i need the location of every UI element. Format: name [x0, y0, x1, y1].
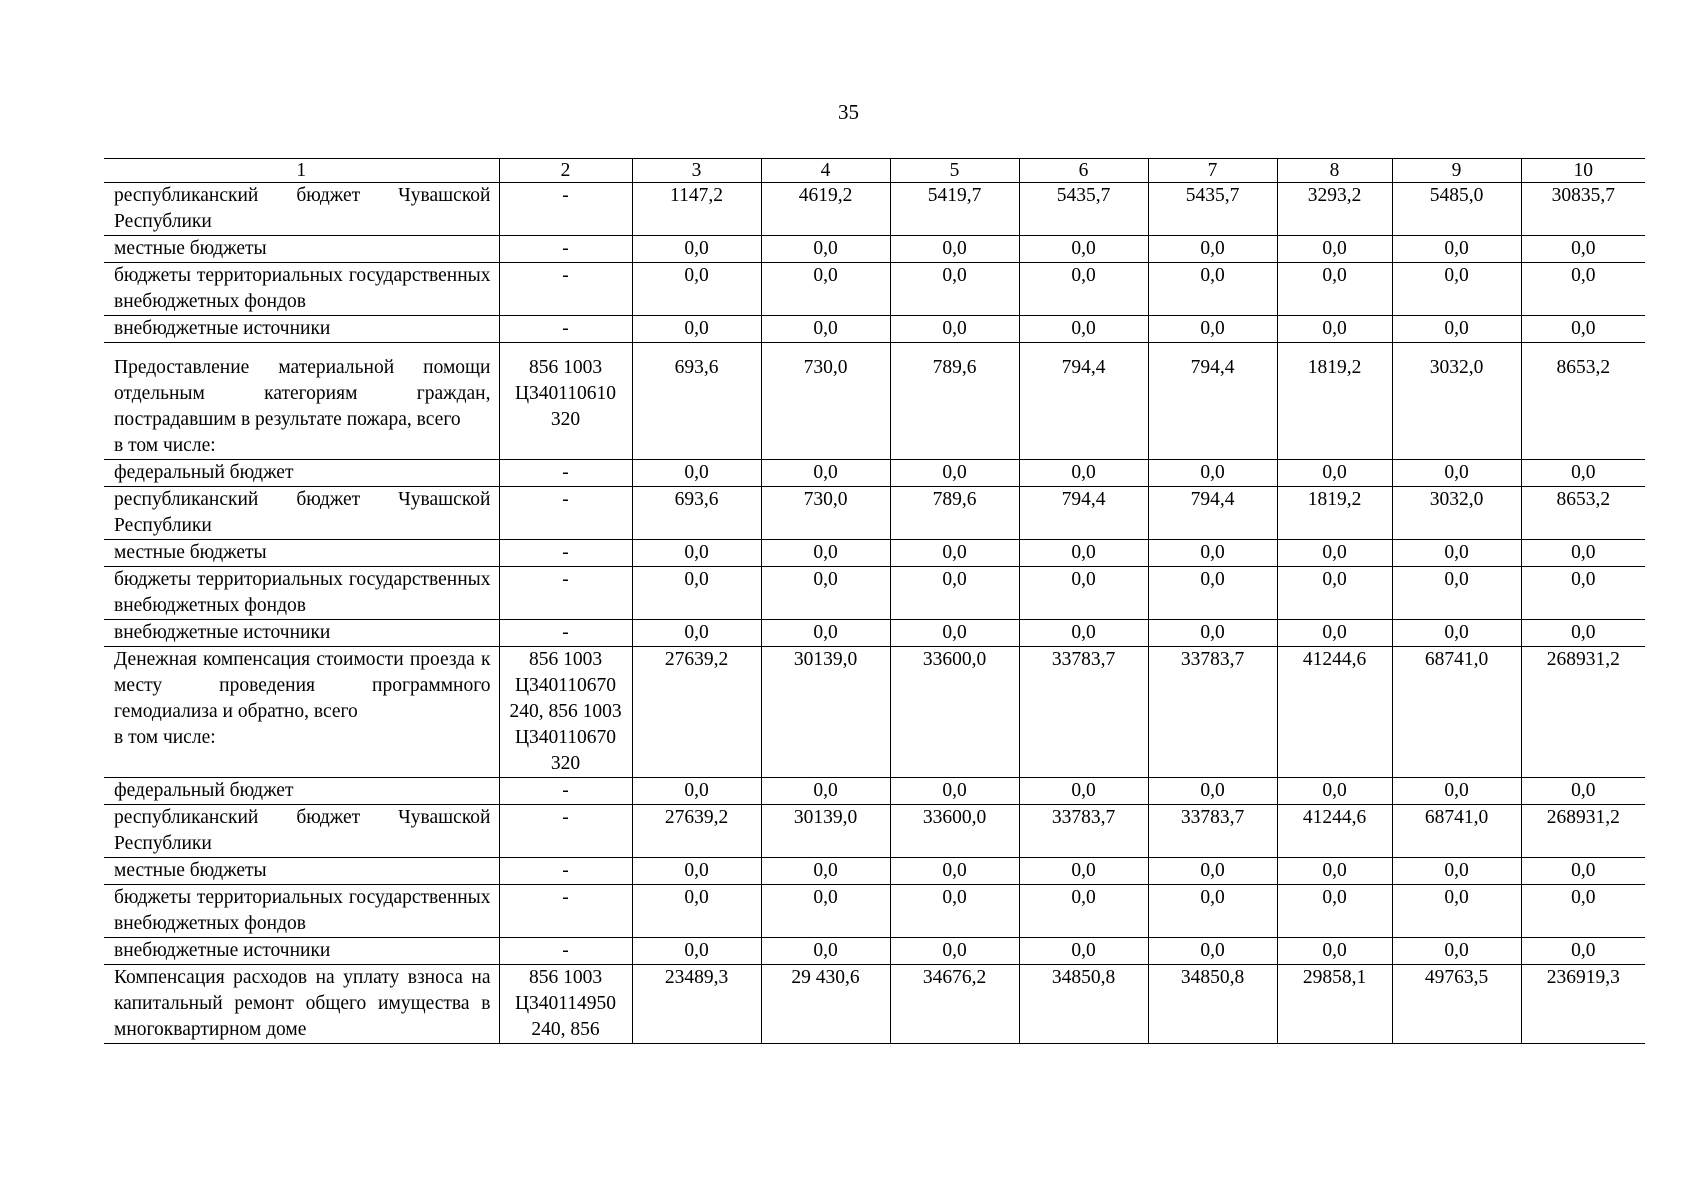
- value-cell: 0,0: [1521, 540, 1645, 567]
- value-cell: 49763,5: [1392, 965, 1521, 1044]
- value-cell: 3293,2: [1277, 183, 1392, 236]
- value-cell: 8653,2: [1521, 487, 1645, 540]
- budget-code-cell: -: [499, 938, 632, 965]
- value-cell: 0,0: [632, 567, 761, 620]
- column-number: 9: [1392, 159, 1521, 183]
- row-label: местные бюджеты: [114, 542, 267, 563]
- column-number: 5: [890, 159, 1019, 183]
- value-cell: 0,0: [1392, 858, 1521, 885]
- budget-code-cell: -: [499, 805, 632, 858]
- row-label: республиканский бюджет Чувашской Республики: [114, 489, 491, 536]
- value-cell: 0,0: [1148, 316, 1277, 343]
- value-cell: 0,0: [890, 567, 1019, 620]
- value-cell: 0,0: [1521, 567, 1645, 620]
- value-cell: 5485,0: [1392, 183, 1521, 236]
- value-cell: 5435,7: [1148, 183, 1277, 236]
- table-row: [104, 487, 1645, 540]
- table-row: [104, 965, 1645, 1044]
- value-cell: 794,4: [1019, 343, 1148, 460]
- value-cell: 5435,7: [1019, 183, 1148, 236]
- value-cell: 29858,1: [1277, 965, 1392, 1044]
- row-label-cell: [104, 487, 499, 540]
- value-cell: 33783,7: [1019, 647, 1148, 778]
- value-cell: 0,0: [1277, 885, 1392, 938]
- value-cell: 0,0: [1277, 620, 1392, 647]
- value-cell: 0,0: [1521, 885, 1645, 938]
- value-cell: 0,0: [1019, 460, 1148, 487]
- row-label-cell: [104, 647, 499, 778]
- column-number: 6: [1019, 159, 1148, 183]
- value-cell: 0,0: [1148, 885, 1277, 938]
- value-cell: 0,0: [632, 236, 761, 263]
- value-cell: 5419,7: [890, 183, 1019, 236]
- budget-code-cell: -: [499, 460, 632, 487]
- row-label: Предоставление материальной помощи отдельным категориям граждан, пострадавшим в результате пожара, всего: [114, 357, 491, 430]
- row-label: Денежная компенсация стоимости проезда к месту проведения программного гемодиализа и обратно, всего: [114, 649, 491, 722]
- table-row: [104, 540, 1645, 567]
- value-cell: 0,0: [1019, 567, 1148, 620]
- value-cell: 8653,2: [1521, 343, 1645, 460]
- row-label: бюджеты территориальных государственных внебюджетных фондов: [114, 569, 491, 616]
- value-cell: 789,6: [890, 487, 1019, 540]
- budget-code-cell: -: [499, 540, 632, 567]
- row-label-cell: [104, 343, 499, 460]
- row-label-cell: [104, 805, 499, 858]
- value-cell: 0,0: [1019, 620, 1148, 647]
- budget-code-cell: -: [499, 236, 632, 263]
- value-cell: 4619,2: [761, 183, 890, 236]
- table-row: [104, 858, 1645, 885]
- value-cell: 0,0: [1392, 316, 1521, 343]
- value-cell: 3032,0: [1392, 343, 1521, 460]
- column-number: 1: [104, 159, 499, 183]
- value-cell: 1819,2: [1277, 487, 1392, 540]
- row-label: республиканский бюджет Чувашской Республики: [114, 185, 491, 232]
- value-cell: 0,0: [1277, 316, 1392, 343]
- value-cell: 0,0: [1019, 540, 1148, 567]
- budget-code-cell: -: [499, 263, 632, 316]
- budget-code-cell: -: [499, 183, 632, 236]
- value-cell: 0,0: [890, 236, 1019, 263]
- value-cell: 0,0: [632, 858, 761, 885]
- value-cell: 3032,0: [1392, 487, 1521, 540]
- value-cell: 0,0: [1148, 567, 1277, 620]
- value-cell: 0,0: [761, 236, 890, 263]
- row-label-cell: [104, 236, 499, 263]
- value-cell: 0,0: [632, 540, 761, 567]
- value-cell: 794,4: [1148, 487, 1277, 540]
- budget-code-cell: -: [499, 567, 632, 620]
- value-cell: 0,0: [890, 316, 1019, 343]
- value-cell: 693,6: [632, 343, 761, 460]
- value-cell: 0,0: [1392, 620, 1521, 647]
- row-label: местные бюджеты: [114, 860, 267, 881]
- budget-code-cell: -: [499, 316, 632, 343]
- value-cell: 693,6: [632, 487, 761, 540]
- value-cell: 0,0: [632, 778, 761, 805]
- value-cell: 27639,2: [632, 805, 761, 858]
- value-cell: 34676,2: [890, 965, 1019, 1044]
- table-row: [104, 183, 1645, 236]
- value-cell: 0,0: [632, 460, 761, 487]
- value-cell: 0,0: [632, 620, 761, 647]
- value-cell: 41244,6: [1277, 647, 1392, 778]
- table-row: [104, 236, 1645, 263]
- table-row: [104, 885, 1645, 938]
- value-cell: 0,0: [1148, 778, 1277, 805]
- budget-code-cell: -: [499, 778, 632, 805]
- page-number: 35: [838, 100, 859, 124]
- value-cell: 0,0: [1392, 885, 1521, 938]
- budget-code-cell: 856 1003 Ц340114950 240, 856: [499, 965, 632, 1044]
- table-header-row: [104, 159, 1645, 183]
- column-number: 7: [1148, 159, 1277, 183]
- value-cell: 0,0: [632, 885, 761, 938]
- value-cell: 68741,0: [1392, 805, 1521, 858]
- value-cell: 0,0: [761, 778, 890, 805]
- value-cell: 730,0: [761, 343, 890, 460]
- value-cell: 41244,6: [1277, 805, 1392, 858]
- value-cell: 0,0: [1277, 236, 1392, 263]
- column-number: 2: [499, 159, 632, 183]
- value-cell: 30139,0: [761, 647, 890, 778]
- value-cell: 0,0: [1277, 263, 1392, 316]
- value-cell: 0,0: [1019, 938, 1148, 965]
- row-label: внебюджетные источники: [114, 318, 331, 339]
- value-cell: 0,0: [890, 778, 1019, 805]
- value-cell: 0,0: [1019, 885, 1148, 938]
- value-cell: 0,0: [1148, 620, 1277, 647]
- value-cell: 0,0: [1019, 858, 1148, 885]
- row-label-cell: [104, 858, 499, 885]
- table-row: [104, 620, 1645, 647]
- value-cell: 0,0: [761, 540, 890, 567]
- table-row: [104, 938, 1645, 965]
- value-cell: 0,0: [632, 263, 761, 316]
- value-cell: 0,0: [890, 263, 1019, 316]
- value-cell: 30139,0: [761, 805, 890, 858]
- value-cell: 0,0: [761, 316, 890, 343]
- value-cell: 0,0: [761, 263, 890, 316]
- budget-code-cell: 856 1003 Ц340110610 320: [499, 343, 632, 460]
- value-cell: 27639,2: [632, 647, 761, 778]
- value-cell: 0,0: [1277, 540, 1392, 567]
- value-cell: 0,0: [1392, 460, 1521, 487]
- value-cell: 0,0: [1521, 316, 1645, 343]
- value-cell: 33600,0: [890, 647, 1019, 778]
- value-cell: 794,4: [1019, 487, 1148, 540]
- value-cell: 0,0: [1277, 938, 1392, 965]
- value-cell: 0,0: [1019, 263, 1148, 316]
- row-label-cell: [104, 540, 499, 567]
- column-number: 10: [1521, 159, 1645, 183]
- row-label-cell: [104, 460, 499, 487]
- budget-code-cell: -: [499, 885, 632, 938]
- value-cell: 23489,3: [632, 965, 761, 1044]
- value-cell: 34850,8: [1019, 965, 1148, 1044]
- value-cell: 0,0: [890, 540, 1019, 567]
- value-cell: 34850,8: [1148, 965, 1277, 1044]
- row-label-cell: [104, 778, 499, 805]
- value-cell: 0,0: [1148, 263, 1277, 316]
- value-cell: 268931,2: [1521, 647, 1645, 778]
- value-cell: 0,0: [1148, 460, 1277, 487]
- budget-code-cell: -: [499, 620, 632, 647]
- value-cell: 0,0: [761, 620, 890, 647]
- value-cell: 0,0: [1392, 540, 1521, 567]
- table-row: [104, 647, 1645, 778]
- value-cell: 236919,3: [1521, 965, 1645, 1044]
- row-label-cell: [104, 620, 499, 647]
- row-label: Компенсация расходов на уплату взноса на капитальный ремонт общего имущества в многоквартирном доме: [114, 967, 491, 1040]
- value-cell: 1819,2: [1277, 343, 1392, 460]
- value-cell: 0,0: [1521, 236, 1645, 263]
- value-cell: 33783,7: [1148, 647, 1277, 778]
- value-cell: 33783,7: [1019, 805, 1148, 858]
- value-cell: 0,0: [890, 938, 1019, 965]
- table-row: [104, 778, 1645, 805]
- value-cell: 0,0: [1277, 567, 1392, 620]
- value-cell: 0,0: [761, 885, 890, 938]
- value-cell: 0,0: [1392, 938, 1521, 965]
- value-cell: 0,0: [761, 938, 890, 965]
- budget-table: [104, 158, 1645, 1044]
- value-cell: 0,0: [1392, 567, 1521, 620]
- row-label-cell: [104, 567, 499, 620]
- value-cell: 33600,0: [890, 805, 1019, 858]
- value-cell: 0,0: [1148, 540, 1277, 567]
- value-cell: 0,0: [632, 316, 761, 343]
- column-number: 4: [761, 159, 890, 183]
- table-row: [104, 343, 1645, 460]
- row-label-cell: [104, 316, 499, 343]
- row-label: внебюджетные источники: [114, 940, 331, 961]
- row-label-cell: [104, 183, 499, 236]
- value-cell: 0,0: [1392, 263, 1521, 316]
- value-cell: 0,0: [761, 460, 890, 487]
- table-row: [104, 460, 1645, 487]
- value-cell: 0,0: [1277, 778, 1392, 805]
- value-cell: 0,0: [1277, 858, 1392, 885]
- row-label-cell: [104, 885, 499, 938]
- row-label-cell: [104, 938, 499, 965]
- table-row: [104, 567, 1645, 620]
- column-number: 8: [1277, 159, 1392, 183]
- value-cell: 0,0: [1521, 460, 1645, 487]
- value-cell: 30835,7: [1521, 183, 1645, 236]
- column-number: 3: [632, 159, 761, 183]
- value-cell: 794,4: [1148, 343, 1277, 460]
- value-cell: 1147,2: [632, 183, 761, 236]
- value-cell: 789,6: [890, 343, 1019, 460]
- value-cell: 0,0: [1392, 236, 1521, 263]
- row-label: внебюджетные источники: [114, 622, 331, 643]
- budget-code-cell: -: [499, 487, 632, 540]
- value-cell: 0,0: [1019, 316, 1148, 343]
- table-row: [104, 316, 1645, 343]
- value-cell: 0,0: [1521, 858, 1645, 885]
- value-cell: 730,0: [761, 487, 890, 540]
- value-cell: 0,0: [761, 567, 890, 620]
- table-row: [104, 263, 1645, 316]
- value-cell: 0,0: [1521, 938, 1645, 965]
- row-label-cell: [104, 263, 499, 316]
- including-note: в том числе:: [114, 435, 216, 456]
- value-cell: 0,0: [1521, 620, 1645, 647]
- value-cell: 268931,2: [1521, 805, 1645, 858]
- value-cell: 29 430,6: [761, 965, 890, 1044]
- value-cell: 0,0: [890, 460, 1019, 487]
- value-cell: 0,0: [632, 938, 761, 965]
- row-label: местные бюджеты: [114, 238, 267, 259]
- row-label-cell: [104, 965, 499, 1044]
- row-label: федеральный бюджет: [114, 780, 294, 801]
- row-label: республиканский бюджет Чувашской Республики: [114, 807, 491, 854]
- value-cell: 0,0: [761, 858, 890, 885]
- row-label: федеральный бюджет: [114, 462, 294, 483]
- value-cell: 0,0: [890, 885, 1019, 938]
- value-cell: 0,0: [1521, 263, 1645, 316]
- value-cell: 68741,0: [1392, 647, 1521, 778]
- value-cell: 0,0: [890, 858, 1019, 885]
- row-label: бюджеты территориальных государственных внебюджетных фондов: [114, 265, 491, 312]
- value-cell: 0,0: [1148, 236, 1277, 263]
- value-cell: 0,0: [1277, 460, 1392, 487]
- value-cell: 0,0: [1392, 778, 1521, 805]
- value-cell: 0,0: [1019, 778, 1148, 805]
- value-cell: 0,0: [1148, 858, 1277, 885]
- row-label: бюджеты территориальных государственных внебюджетных фондов: [114, 887, 491, 934]
- value-cell: 0,0: [1019, 236, 1148, 263]
- including-note: в том числе:: [114, 727, 216, 748]
- value-cell: 0,0: [1521, 778, 1645, 805]
- budget-code-cell: 856 1003 Ц340110670 240, 856 1003 Ц340110670 320: [499, 647, 632, 778]
- value-cell: 33783,7: [1148, 805, 1277, 858]
- budget-code-cell: -: [499, 858, 632, 885]
- value-cell: 0,0: [1148, 938, 1277, 965]
- table-row: [104, 805, 1645, 858]
- value-cell: 0,0: [890, 620, 1019, 647]
